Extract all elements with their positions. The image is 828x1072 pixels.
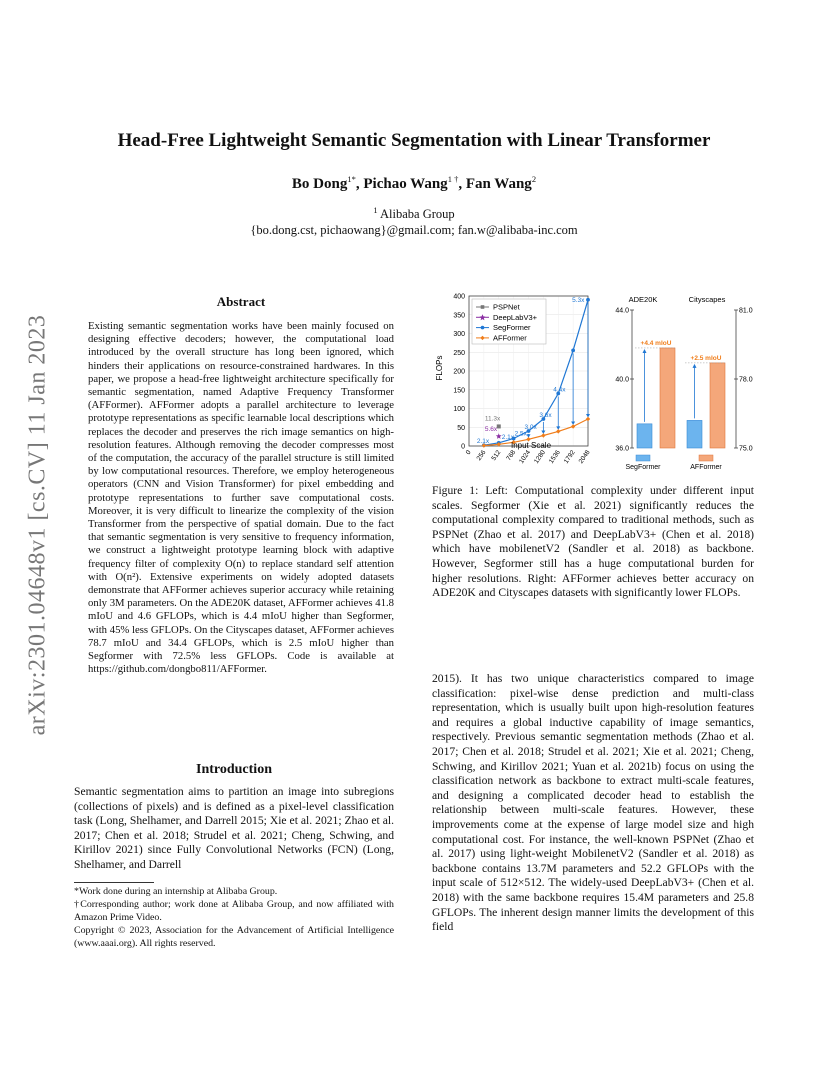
bar-afformer (710, 363, 725, 448)
abstract-heading: Abstract (216, 294, 266, 309)
x-tick-labels (465, 449, 592, 465)
footnotes (74, 886, 394, 951)
data-point-afformer (571, 424, 575, 428)
x-tick-label: 1024 (518, 449, 533, 465)
y-tick-label: 81.0 (739, 307, 753, 315)
affiliation-marker: 1 (373, 205, 378, 215)
copyright-notice: Copyright © 2023, Association for the Advancement of Artificial Intelligence (www.aaai.org). All rights reserved. (74, 925, 394, 949)
legend-label: DeepLabV3+ (493, 312, 537, 322)
improvement-label: +4.4 mIoU (640, 339, 672, 347)
y-tick-label: 44.0 (615, 307, 629, 315)
ratio-annotation: 3.0x (524, 423, 537, 431)
data-point-segformer (586, 298, 590, 302)
affiliation-name (60, 202, 768, 222)
x-tick-label: 2048 (577, 449, 592, 465)
arrow-head (643, 349, 647, 353)
bar-afformer (660, 348, 675, 448)
ratio-annotation: 2.1x (476, 438, 490, 445)
ratio-annotation: 5.3x (572, 297, 585, 304)
y-tick-label: 0 (461, 443, 465, 451)
bar-chart-content (615, 295, 752, 471)
chart-legend (472, 299, 546, 344)
legend-label: SegFormer (493, 323, 531, 333)
ratio-annotation: 3.6x (539, 412, 552, 420)
data-point-afformer (556, 429, 560, 433)
author-separator: , (458, 176, 466, 192)
bar-segformer (687, 420, 702, 448)
y-tick-label: 36.0 (615, 445, 629, 453)
data-point-afformer (541, 433, 545, 437)
ratio-annotation: 11.3x (484, 415, 501, 423)
y-tick-label: 100 (453, 406, 465, 413)
author-emails: {bo.dong.cst, pichaowang}@gmail.com; fan.w@alibaba-inc.com (250, 223, 578, 238)
legend-label: AFFormer (493, 333, 527, 343)
y-tick-label: 200 (453, 368, 465, 376)
ratio-annotation: 4.4x (553, 386, 566, 394)
legend-label: SegFormer (625, 464, 661, 471)
y-axis-label: FLOPs (435, 355, 444, 381)
y-tick-label: 50 (457, 424, 465, 432)
x-tick-label: 1792 (562, 449, 577, 465)
x-tick-label: 1280 (532, 449, 548, 465)
y-tick-label: 150 (453, 387, 465, 395)
y-tick-label: 400 (453, 293, 465, 301)
data-point-segformer (571, 348, 575, 352)
x-tick-label: 1536 (547, 449, 562, 465)
y-tick-label: 78.0 (739, 376, 753, 384)
y-tick-labels (453, 294, 465, 451)
miou-bar-chart (596, 290, 758, 480)
ratio-annotation: 2.1x (501, 433, 515, 441)
panel-title: ADE20K (628, 295, 658, 304)
panel-title: Cityscapes (688, 295, 726, 304)
y-tick-label: 40.0 (615, 376, 629, 384)
legend-label: PSPNet (493, 302, 520, 312)
ratio-annotation: 2.5x (514, 430, 527, 438)
author-marker: 1* (347, 174, 356, 184)
y-tick-label: 350 (453, 312, 465, 320)
legend-swatch (699, 455, 713, 461)
author-marker: 2 (531, 174, 537, 184)
footnote: *Work done during an internship at Alibaba Group. (74, 886, 278, 897)
data-point-afformer (586, 417, 590, 421)
arrow-head (693, 364, 697, 368)
author-marker: 1 † (447, 174, 459, 184)
footnote-divider (74, 882, 154, 883)
introduction-text: Semantic segmentation aims to partition an image into subregions (collections of pixels) and is defined as a pixel-level classification task (Long, Shelhamer, and Darrell 2015; Xie et al. 2021; Zhao et al. 2017; Chen et al. 2018; Strudel et al. 2021; Cheng, Schwing, and Kirillov 2021) since Fully Convolutional Networks (FCN) (Long, Shelhamer, and Darrell (74, 785, 394, 871)
legend-marker (481, 305, 485, 309)
y-tick-label: 300 (453, 331, 465, 338)
body-text-right: 2015). It has two unique characteristics compared to image classification: pixel-wise dense prediction and multi-class representation, which is usually built upon high-resolution features and requires a global inductive capability of image semantics, respectively. Previous semantic segmentation methods (Zhao et al. 2017; Chen et al. 2018; Strudel et al. 2021; Xie et al. 2021; Cheng, Schwing, and Kirillov 2021; Yuan et al. 2021b) focus on using the classification network as backbone to extract multi-scale features, and designing a complicated decoder head to establish the relationship between multi-scale features. However, these improvements come at the expense of large model size and high computational cost. For instance, the well-known PSPNet (Zhao et al. 2017) using light-weight MobilenetV2 (Sandler et al. 2018) as backbone contains 13.7M parameters and 52.2 GFLOPs with the input scale of 512×512. The widely-used DeepLabV3+ (Chen et al. 2018) with the same backbone requires 15.4M parameters and 25.8 GFLOPs. The inherent design manner limits the development of this field (432, 672, 754, 934)
flops-line-chart (428, 288, 600, 482)
footnote: †Corresponding author; work done at Alibaba Group, and now affiliated with Amazon Prime Video. (74, 899, 394, 923)
author-separator: , (355, 176, 364, 192)
legend-marker (481, 326, 485, 330)
figure-caption: Figure 1: Left: Computational complexity under different input scales. Segformer (Xie et al. 2021) significantly reduces the computational complexity compared to traditional methods, such as PSPNet (Zhao et al. 2017) and DeepLabV3+ (Chen et al. 2018) which have mobilenetV2 (Sandler et al. 2018) as backbone. However, Segformer still has a huge computational burden for higher resolutions. Right: AFFormer achieves better accuracy on ADE20K and Cityscapes datasets with significantly lower FLOPs. (432, 484, 754, 600)
author-name: Pichao Wang (363, 176, 448, 192)
improvement-label: +2.5 mIoU (690, 354, 722, 362)
paper-title: Head-Free Lightweight Semantic Segmentation with Linear Transformer (117, 130, 711, 151)
affiliation-text: Alibaba Group (377, 207, 455, 222)
abstract-text: Existing semantic segmentation works have been mainly focused on designing effective decoders; however, the computational load introduced by the overall structure has long been ignored, which hinders their applications on resource-constrained hardwares. In this paper, we propose a head-free lightweight architecture specifically for semantic segmentation, named Adaptive Frequency Transformer (AFFormer). AFFormer adopts a parallel architecture to leverage prototype representations as specific learnable local descriptions which replaces the decoder and preserves the rich image semantics on high-resolution features. Although removing the decoder compresses most of the computation, the accuracy of the parallel structure is still limited by low computational resources. Therefore, we employ heterogeneous operators (CNN and Vision Transformer) for pixel embedding and prototype representations to further save computational costs. Moreover, it is very difficult to linearize the complexity of the vision Transformer from the perspective of spatial domain. Due to the fact that semantic segmentation is very sensitive to frequency information, we construct a lightweight prototype learning block with adaptive frequency filter of complexity O(n) to replace standard self attention with O(n²). Extensive experiments on widely adopted datasets demonstrate that AFFormer achieves superior accuracy while retaining only 3M parameters. On the ADE20K dataset, AFFormer achieves 41.8 mIoU and 4.6 GFLOPs, which is 4.4 mIoU higher than Segformer, with 45% less GFLOPs. On the Cityscapes dataset, AFFormer achieves 78.7 mIoU and 34.4 GFLOPs, which is 2.5 mIoU higher than Segformer with 72.5% less GFLOPs. Code is available at https://github.com/dongbo811/AFFormer. (88, 320, 394, 676)
legend-swatch (636, 455, 650, 461)
x-tick-label: 0 (464, 449, 473, 457)
x-tick-label: 256 (475, 449, 488, 463)
ratio-annotation: 5.6x (484, 426, 498, 433)
y-tick-label: 75.0 (739, 445, 753, 453)
x-axis-label: Input Scale (510, 441, 552, 450)
x-tick-label: 512 (490, 449, 503, 463)
x-tick-label: 768 (505, 449, 518, 463)
bar-segformer (637, 424, 652, 448)
legend-label: AFFormer (690, 464, 722, 471)
affiliation-block (60, 202, 768, 238)
author-name: Fan Wang (465, 176, 532, 192)
introduction-heading: Introduction (196, 762, 272, 777)
author-name: Bo Dong (291, 176, 348, 192)
arxiv-identifier: arXiv:2301.04648v1 [cs.CV] 11 Jan 2023 (24, 314, 51, 736)
author-list (60, 174, 768, 193)
data-point-pspnet (497, 424, 501, 428)
y-tick-label: 250 (453, 349, 465, 357)
